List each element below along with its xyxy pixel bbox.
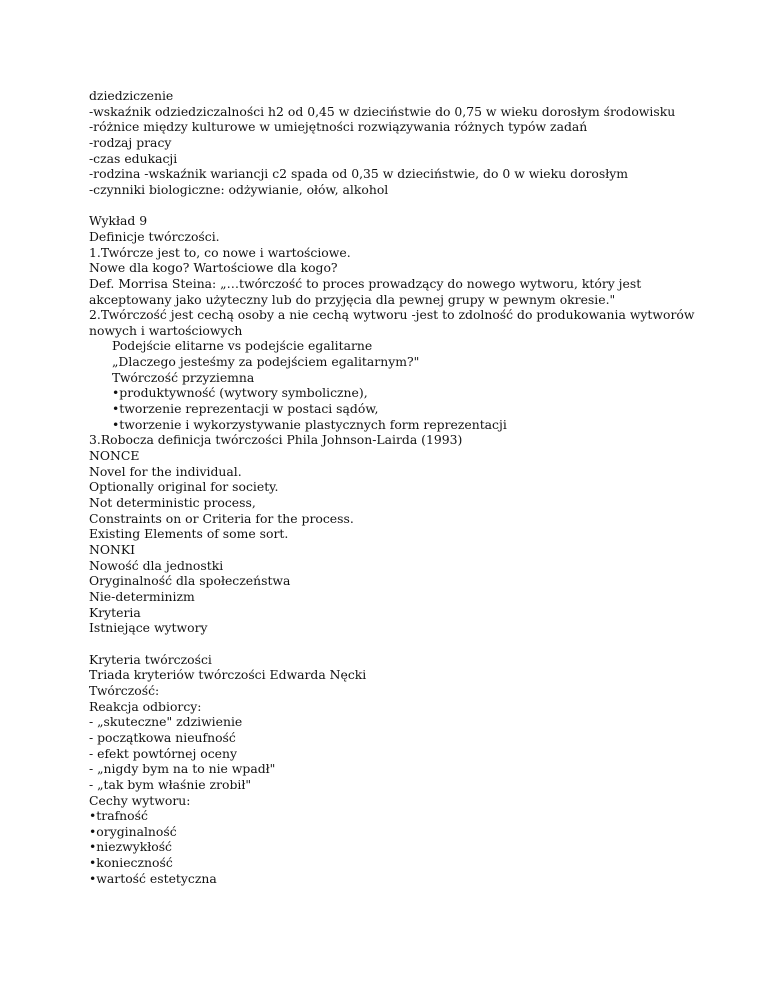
text-line: -czynniki biologiczne: odżywianie, ołów, alkohol bbox=[89, 181, 389, 197]
text-line: -rodzina -wskaźnik wariancji c2 spada od 0,35 w dzieciństwie, do 0 w wieku dorosłym bbox=[89, 166, 628, 182]
text-line: Istniejące wytwory bbox=[89, 620, 208, 636]
indented-line: Twórczość przyziemna bbox=[112, 369, 255, 385]
text-line: Triada kryteriów twórczości Edwarda Nęcki bbox=[89, 667, 367, 683]
text-line: dziedziczenie bbox=[89, 88, 174, 103]
text-line: Nowość dla jednostki bbox=[89, 557, 224, 573]
indented-line: •tworzenie i wykorzystywanie plastycznych form reprezentacji bbox=[112, 416, 507, 432]
text-line: -czas edukacji bbox=[89, 150, 178, 166]
text-line: Reakcja odbiorcy: bbox=[89, 698, 202, 714]
text-line: Constraints on or Criteria for the process. bbox=[89, 510, 354, 526]
text-line: •oryginalność bbox=[89, 823, 177, 839]
text-line: Definicje twórczości. bbox=[89, 228, 220, 244]
text-line: Kryteria twórczości bbox=[89, 651, 212, 667]
text-line: Novel for the individual. bbox=[89, 463, 242, 479]
text-line: Twórczość: bbox=[89, 682, 160, 698]
text-line: - „tak bym właśnie zrobił" bbox=[89, 776, 252, 792]
text-line: 1.Twórcze jest to, co nowe i wartościowe. bbox=[89, 244, 351, 260]
document-text bbox=[89, 88, 729, 886]
text-line: - „skuteczne" zdziwienie bbox=[89, 714, 243, 730]
text-line: 2.Twórczość jest cechą osoby a nie cechą wytworu -jest to zdolność do produkowania wytworów bbox=[89, 307, 695, 323]
text-line: - „nigdy bym na to nie wpadł" bbox=[89, 761, 276, 777]
text-line: Existing Elements of some sort. bbox=[89, 526, 289, 542]
text-line: akceptowany jako użyteczny lub do przyjęcia dla pewnej grupy w pewnym okresie." bbox=[89, 291, 616, 307]
text-line: -różnice między kulturowe w umiejętności rozwiązywania różnych typów zadań bbox=[89, 119, 588, 135]
text-line: •konieczność bbox=[89, 855, 173, 871]
text-line: Def. Morrisa Steina: „…twórczość to proces prowadzący do nowego wytworu, który jest bbox=[89, 275, 642, 291]
text-line: •trafność bbox=[89, 808, 148, 824]
indented-line: •tworzenie reprezentacji w postaci sądów, bbox=[112, 401, 379, 417]
text-line: Nowe dla kogo? Wartościowe dla kogo? bbox=[89, 260, 338, 276]
text-line: Oryginalność dla społeczeństwa bbox=[89, 573, 291, 589]
text-line: •niezwykłość bbox=[89, 839, 173, 855]
blank-line bbox=[89, 636, 729, 652]
text-line: - efekt powtórnej oceny bbox=[89, 745, 237, 761]
text-line: Kryteria bbox=[89, 604, 141, 620]
text-line: - początkowa nieufność bbox=[89, 729, 236, 745]
text-line: Cechy wytworu: bbox=[89, 792, 191, 808]
text-line: •wartość estetyczna bbox=[89, 870, 217, 886]
text-line: nowych i wartościowych bbox=[89, 322, 243, 338]
text-line: -rodzaj pracy bbox=[89, 134, 172, 150]
text-line: Optionally original for society. bbox=[89, 479, 279, 495]
text-line: Not deterministic process, bbox=[89, 495, 256, 511]
text-line: Nie-determinizm bbox=[89, 588, 195, 604]
indented-line: „Dlaczego jesteśmy za podejściem egalitarnym?" bbox=[112, 354, 420, 370]
text-line: -wskaźnik odziedziczalności h2 od 0,45 w dzieciństwie do 0,75 w wieku dorosłym środowisku bbox=[89, 103, 676, 119]
text-line: 3.Robocza definicja twórczości Phila Johnson-Lairda (1993) bbox=[89, 432, 463, 448]
indented-line: Podejście elitarne vs podejście egalitarne bbox=[112, 338, 373, 354]
lecture-heading: Wykład 9 bbox=[89, 213, 148, 229]
indented-line: •produktywność (wytwory symboliczne), bbox=[112, 385, 368, 401]
text-line: NONCE bbox=[89, 448, 140, 464]
text-line: NONKI bbox=[89, 542, 135, 558]
blank-line bbox=[89, 198, 729, 214]
